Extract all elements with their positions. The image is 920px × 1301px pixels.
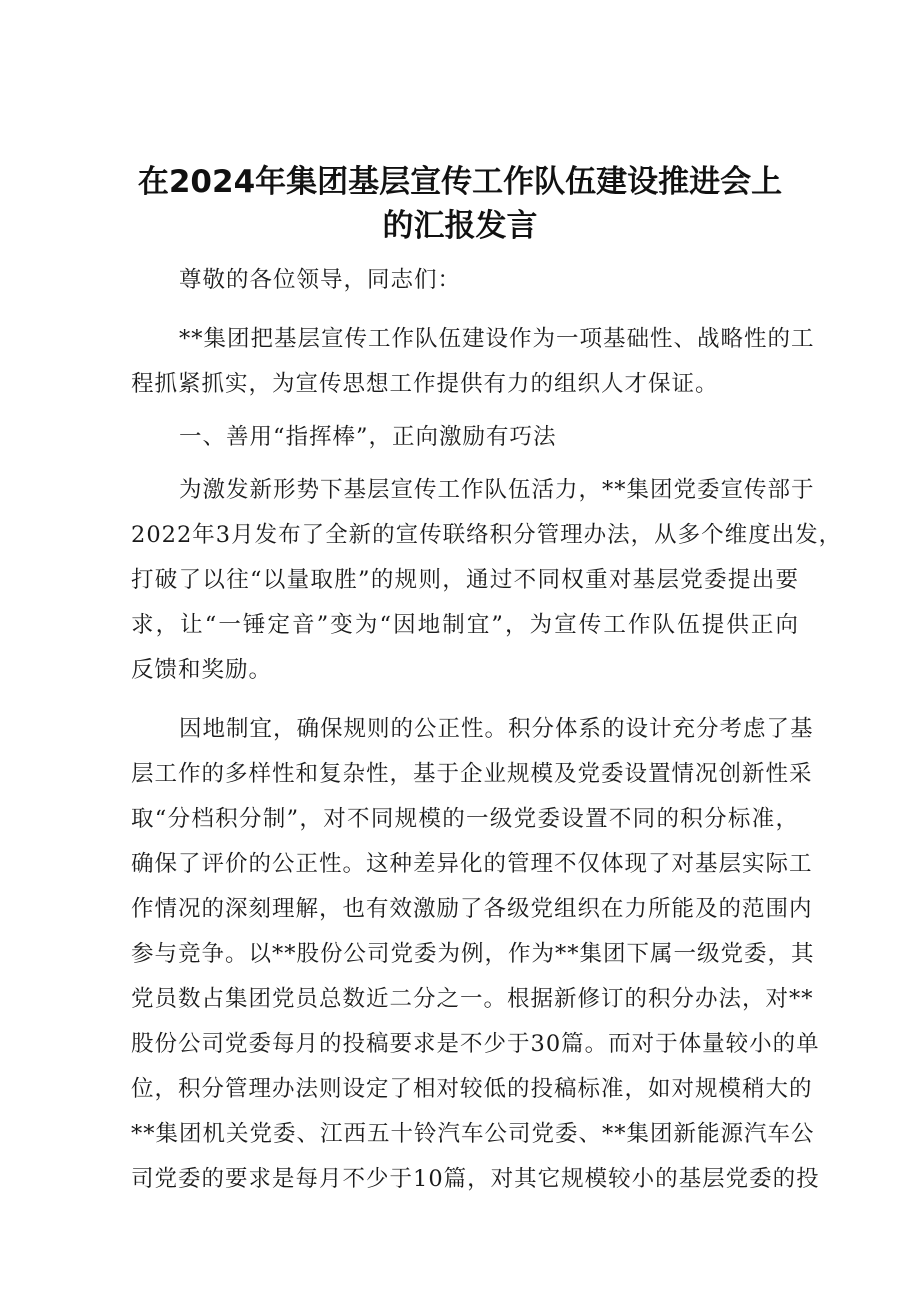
paragraph-line: 确保了评价的公正性。这种差异化的管理不仅体现了对基层实际工: [131, 851, 813, 877]
section-heading: [131, 415, 799, 460]
paragraph-line: 司党委的要求是每月不少于10篇，对其它规模较小的基层党委的投: [131, 1166, 820, 1192]
paragraph-line: **集团机关党委、江西五十铃汽车公司党委、**集团新能源汽车公: [131, 1121, 815, 1147]
paragraph-line: 股份公司党委每月的投稿要求是不少于30篇。而对于体量较小的单: [131, 1031, 820, 1057]
paragraph-line: 层工作的多样性和复杂性，基于企业规模及党委设置情况创新性采: [131, 761, 813, 787]
intro-line: **集团把基层宣传工作队伍建设作为一项基础性、战略性的工: [179, 326, 815, 352]
intro-line: 程抓紧抓实，为宣传思想工作提供有力的组织人才保证。: [131, 371, 719, 397]
paragraph-line: 位，积分管理办法则设定了相对较低的投稿标准，如对规模稍大的: [131, 1076, 813, 1102]
intro-paragraph: [131, 317, 815, 407]
paragraph-line: 作情况的深刻理解，也有效激励了各级党组织在力所能及的范围内: [131, 896, 813, 922]
paragraph-line: 2022年3月发布了全新的宣传联络积分管理办法，从多个维度出发，: [131, 522, 843, 548]
salutation: [131, 258, 799, 303]
paragraph-line: 参与竞争。以**股份公司党委为例，作为**集团下属一级党委，其: [131, 941, 815, 967]
title-line-1: 在2024年集团基层宣传工作队伍建设推进会上: [137, 164, 783, 200]
paragraph-line: 取“分档积分制”，对不同规模的一级党委设置不同的积分标准，: [131, 806, 799, 832]
paragraph-1: [131, 468, 843, 693]
section-heading-text: 一、善用“指挥棒”，正向激励有巧法: [179, 424, 557, 450]
paragraph-line: 打破了以往“以量取胜”的规则，通过不同权重对基层党委提出要: [131, 567, 799, 593]
title-line-2: 的汇报发言: [382, 208, 538, 244]
paragraph-line: 反馈和奖励。: [131, 657, 273, 683]
salutation-text: 尊敬的各位领导，同志们：: [179, 267, 462, 293]
paragraph-line: 党员数占集团党员总数近二分之一。根据新修订的积分办法，对**: [131, 986, 814, 1012]
paragraph-line: 因地制宜，确保规则的公正性。积分体系的设计充分考虑了基: [179, 716, 814, 742]
paragraph-2: [131, 707, 820, 1202]
document-title: [130, 160, 790, 248]
paragraph-line: 为激发新形势下基层宣传工作队伍活力，**集团党委宣传部于: [179, 477, 815, 503]
document-body: [131, 258, 843, 1202]
paragraph-line: 求，让“一锤定音”变为“因地制宜”，为宣传工作队伍提供正向: [131, 612, 799, 638]
